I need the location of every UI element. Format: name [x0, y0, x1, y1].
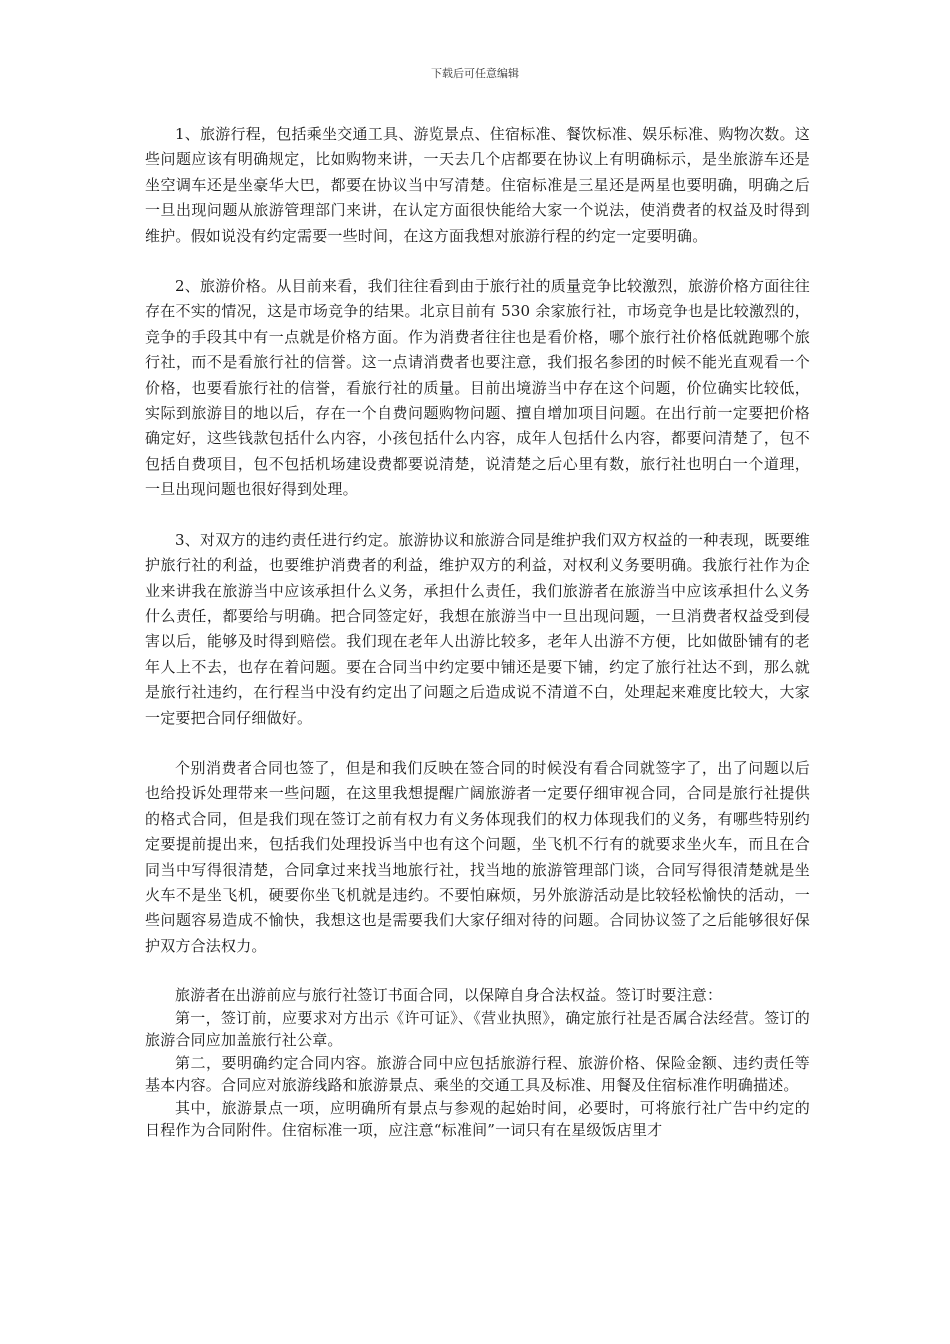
paragraph-gap: [145, 959, 810, 984]
paragraph-price: 2、旅游价格。从目前来看，我们往往看到由于旅行社的质量竞争比较激烈，旅游价格方面往往存在不实的情况，这是市场竞争的结果。北京目前有 530 余家旅行社，市场竞争也是比较激烈的，竞争的手段其中有一点就是价格方面。作为消费者往往也是看价格，哪个旅行社价格低就跑哪个旅行社，而不是看旅行社的信誉。这一点请消费者也要注意，我们报名参团的时候不能光直观看一个价格，也要看旅行社的信誉，看旅行社的质量。目前出境游当中存在这个问题，价位确实比较低，实际到旅游目的地以后，存在一个自费问题购物问题、擅自增加项目问题。在出行前一定要把价格确定好，这些钱款包括什么内容，小孩包括什么内容，成年人包括什么内容，都要问清楚了，包不包括自费项目，包不包括机场建设费都要说清楚，说清楚之后心里有数，旅行社也明白一个道理，一旦出现问题也很好得到处理。: [145, 277, 810, 499]
paragraph-attractions: 其中，旅游景点一项，应明确所有景点与参观的起始时间，必要时，可将旅行社广告中约定的日程作为合同附件。住宿标准一项，应注意“标准间”一词只有在星级饭店里才: [145, 1098, 810, 1140]
paragraph-liability: 3、对双方的违约责任进行约定。旅游协议和旅游合同是维护我们双方权益的一种表现，既要维护旅行社的利益，也要维护消费者的利益，维护双方的利益，对权利义务要明确。我旅行社作为企业来讲我在旅游当中应该承担什么义务，承担什么责任，我们旅游者在旅游当中应该承担什么义务什么责任，都要给与明确。把合同签定好，我想在旅游当中一旦出现问题，一旦消费者权益受到侵害以后，能够及时得到赔偿。我们现在老年人出游比较多，老年人出游不方便，比如做卧铺有的老年人上不去，也存在着问题。要在合同当中约定要中铺还是要下铺，约定了旅行社达不到，那么就是旅行社违约，在行程当中没有约定出了问题之后造成说不清道不白，处理起来难度比较大，大家一定要把合同仔细做好。: [145, 530, 810, 727]
paragraph-first-point: 第一，签订前，应要求对方出示《许可证》、《营业执照》，确定旅行社是否属合法经营。签订的旅游合同应加盖旅行社公章。: [145, 1008, 810, 1050]
paragraph-gap: [145, 249, 810, 274]
paragraph-signing-intro: 旅游者在出游前应与旅行社签订书面合同，以保障自身合法权益。签订时要注意：: [175, 986, 723, 1005]
page-header: 下载后可任意编辑: [431, 67, 519, 80]
document-body: [145, 122, 810, 1142]
paragraph-gap: [145, 731, 810, 756]
paragraph-second-point: 第二，要明确约定合同内容。旅游合同中应包括旅游行程、旅游价格、保险金额、违约责任等基本内容。合同应对旅游线路和旅游景点、乘坐的交通工具及标准、用餐及住宿标准作明确描述。: [145, 1053, 810, 1095]
paragraph-contract-review: 个别消费者合同也签了，但是和我们反映在签合同的时候没有看合同就签字了，出了问题以后也给投诉处理带来一些问题，在这里我想提醒广阔旅游者一定要仔细审视合同，合同是旅行社提供的格式合同，但是我们现在签订之前有权力有义务体现我们的权力体现我们的义务，有哪些特别约定要提前提出来，包括我们处理投诉当中也有这个问题，坐飞机不行有的就要求坐火车，而且在合同当中写得很清楚，合同拿过来找当地旅行社，找当地的旅游管理部门谈，合同写得很清楚就是坐火车不是坐飞机，硬要你坐飞机就是违约。不要怕麻烦，另外旅游活动是比较轻松愉快的活动，一些问题容易造成不愉快，我想这也是需要我们大家仔细对待的问题。合同协议签了之后能够很好保护双方合法权力。: [145, 758, 810, 955]
paragraph-gap: [145, 503, 810, 528]
paragraph-itinerary: 1、旅游行程，包括乘坐交通工具、游览景点、住宿标准、餐饮标准、娱乐标准、购物次数。这些问题应该有明确规定，比如购物来讲，一天去几个店都要在协议上有明确标示，是坐旅游车还是坐空调车还是坐豪华大巴，都要在协议当中写清楚。住宿标准是三星还是两星也要明确，明确之后一旦出现问题从旅游管理部门来讲，在认定方面很快能给大家一个说法，使消费者的权益及时得到维护。假如说没有约定需要一些时间，在这方面我想对旅游行程的约定一定要明确。: [145, 125, 810, 245]
